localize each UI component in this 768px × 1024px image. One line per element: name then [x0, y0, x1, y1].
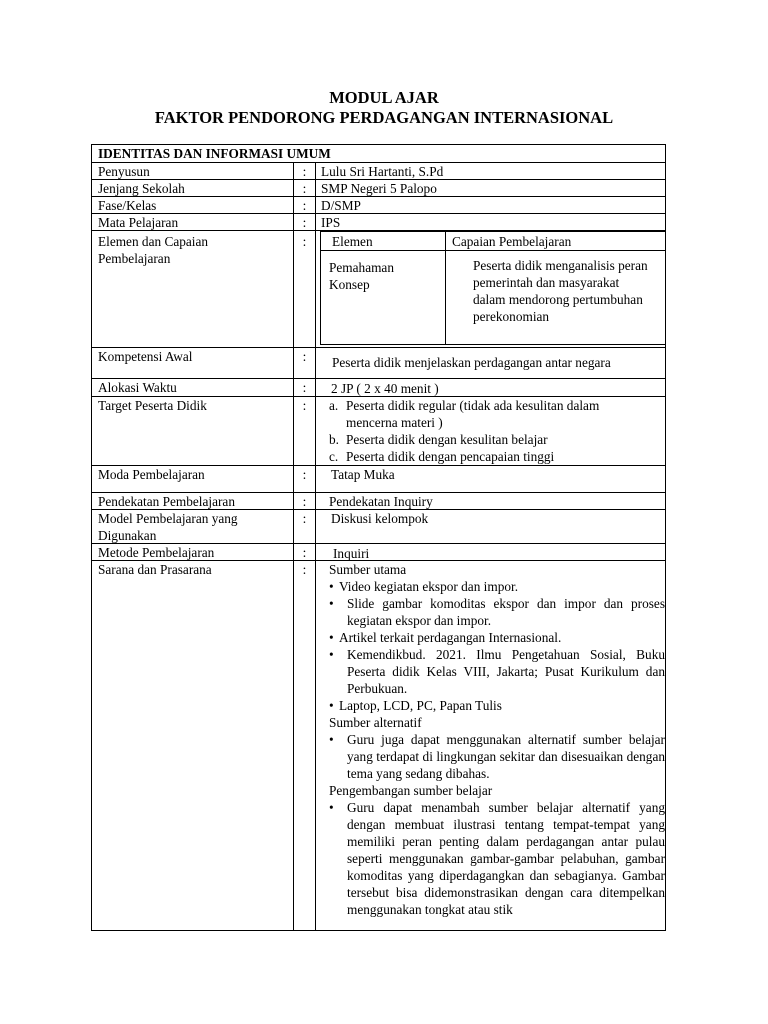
separator: :	[294, 197, 316, 213]
value-moda: Tatap Muka	[331, 467, 395, 482]
separator: :	[294, 163, 316, 179]
row-target	[91, 396, 666, 465]
list-item	[329, 578, 665, 595]
pengembangan-heading: Pengembangan sumber belajar	[329, 783, 493, 798]
row-pendekatan	[91, 492, 666, 509]
value-metode: Inquiri	[333, 546, 370, 561]
list-item	[329, 731, 665, 782]
target-item-text: Peserta didik regular (tidak ada kesulitan dalam mencerna materi )	[346, 398, 600, 430]
list-item	[329, 646, 665, 697]
elemen-subtable	[320, 231, 666, 345]
list-item-text: Laptop, LCD, PC, Papan Tulis	[339, 698, 502, 713]
value-model: Diskusi kelompok	[331, 511, 429, 526]
list-item-text: Kemendikbud. 2021. Ilmu Pengetahuan Sosial, Buku Peserta didik Kelas VIII, Jakarta; Pusat Kurikulum dan Perbukuan.	[347, 647, 665, 696]
value-mapel: IPS	[321, 215, 341, 230]
elemen-col1-header: Elemen	[332, 234, 373, 249]
label-target: Target Peserta Didik	[92, 397, 294, 465]
elemen-col2-value: Peserta didik menganalisis peran pemerintah dan masyarakat dalam mendorong pertumbuhan perekonomian	[473, 258, 648, 324]
value-kompetensi: Peserta didik menjelaskan perdagangan antar negara	[332, 355, 611, 370]
label-elemen: Elemen dan Capaian Pembelajaran	[92, 231, 294, 347]
separator: :	[294, 561, 316, 930]
separator: :	[294, 493, 316, 509]
label-jenjang: Jenjang Sekolah	[92, 180, 294, 196]
label-metode: Metode Pembelajaran	[92, 544, 294, 560]
sumber-alternatif-heading: Sumber alternatif	[329, 715, 422, 730]
row-model	[91, 509, 666, 543]
label-mapel: Mata Pelajaran	[92, 214, 294, 230]
separator: :	[294, 348, 316, 378]
target-item-text: Peserta didik dengan pencapaian tinggi	[346, 449, 555, 464]
bullet-icon: •	[329, 800, 334, 815]
value-target	[316, 397, 665, 465]
target-item	[329, 431, 649, 448]
row-fase	[91, 196, 666, 213]
bullet-icon: •	[329, 647, 334, 662]
separator: :	[294, 510, 316, 543]
list-item	[329, 595, 665, 629]
label-kompetensi: Kompetensi Awal	[92, 348, 294, 378]
bullet-icon: •	[329, 579, 334, 594]
bullet-icon: •	[329, 596, 334, 611]
row-penyusun	[91, 162, 666, 179]
value-alokasi: 2 JP ( 2 x 40 menit )	[331, 381, 439, 396]
value-penyusun: Lulu Sri Hartanti, S.Pd	[321, 164, 444, 179]
sumber-utama-heading: Sumber utama	[329, 562, 407, 577]
value-sarana	[316, 561, 665, 930]
list-item	[329, 697, 665, 714]
row-mapel	[91, 213, 666, 230]
label-sarana: Sarana dan Prasarana	[92, 561, 294, 930]
separator: :	[294, 397, 316, 465]
document-title: MODUL AJAR	[329, 88, 439, 107]
elemen-subtable-divider	[321, 250, 665, 251]
label-fase: Fase/Kelas	[92, 197, 294, 213]
list-marker: c.	[329, 449, 339, 464]
list-item-text: Artikel terkait perdagangan Internasional.	[339, 630, 562, 645]
list-item-text: Guru dapat menambah sumber belajar alternatif yang dengan membuat ilustrasi tentang tempat-tempat yang memiliki peran penting dalam perdagangan antar pulau seperti menggunakan gambar-gambar pelabuhan, gambar komoditas yang diperdagangkan dan sebagianya. Gambar tersebut bisa didemonstrasikan dengan cara ditempelkan menggunakan tongkat atau stik	[347, 800, 665, 917]
separator: :	[294, 214, 316, 230]
row-kompetensi	[91, 347, 666, 378]
row-alokasi	[91, 378, 666, 396]
identity-table	[91, 144, 667, 931]
elemen-col1-value: Pemahaman Konsep	[329, 260, 394, 292]
row-sarana	[91, 560, 666, 931]
bullet-icon: •	[329, 698, 334, 713]
label-model: Model Pembelajaran yang Digunakan	[92, 510, 294, 543]
value-jenjang: SMP Negeri 5 Palopo	[321, 181, 437, 196]
section-header	[91, 144, 666, 162]
list-item-text: Video kegiatan ekspor dan impor.	[339, 579, 519, 594]
separator: :	[294, 231, 316, 347]
separator: :	[294, 180, 316, 196]
target-item	[329, 448, 649, 465]
value-pendekatan: Pendekatan Inquiry	[329, 494, 433, 509]
row-metode	[91, 543, 666, 560]
separator: :	[294, 466, 316, 492]
target-item-text: Peserta didik dengan kesulitan belajar	[346, 432, 548, 447]
bullet-icon: •	[329, 630, 334, 645]
row-moda	[91, 465, 666, 492]
label-alokasi: Alokasi Waktu	[92, 379, 294, 396]
document-subtitle: FAKTOR PENDORONG PERDAGANGAN INTERNASIONAL	[154, 108, 614, 127]
bullet-icon: •	[329, 732, 334, 747]
label-moda: Moda Pembelajaran	[92, 466, 294, 492]
row-jenjang	[91, 179, 666, 196]
list-item	[329, 629, 665, 646]
list-marker: a.	[329, 398, 339, 413]
list-item-text: Guru juga dapat menggunakan alternatif sumber belajar yang terdapat di lingkungan sekitar dan disesuaikan dengan tema yang sedang dibahas.	[347, 732, 665, 781]
elemen-col2-header: Capaian Pembelajaran	[452, 234, 572, 249]
label-penyusun: Penyusun	[92, 163, 294, 179]
value-fase: D/SMP	[321, 198, 361, 213]
section-header-text: IDENTITAS DAN INFORMASI UMUM	[98, 146, 331, 161]
label-pendekatan: Pendekatan Pembelajaran	[92, 493, 294, 509]
separator: :	[294, 544, 316, 560]
list-item	[329, 799, 665, 918]
target-item	[329, 397, 649, 431]
list-item-text: Slide gambar komoditas ekspor dan impor dan proses kegiatan ekspor dan impor.	[347, 596, 665, 628]
list-marker: b.	[329, 432, 339, 447]
separator: :	[294, 379, 316, 396]
